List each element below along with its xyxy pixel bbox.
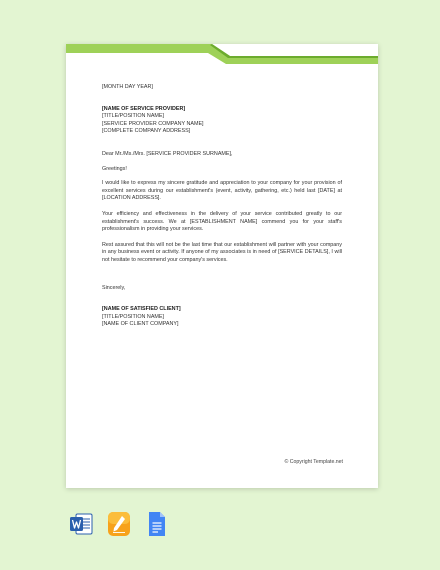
recipient-title: [TITLE/POSITION NAME] <box>102 113 165 120</box>
sender-title: [TITLE/POSITION NAME] <box>102 313 165 320</box>
salutation: Dear Mr./Ms./Mrs. [SERVICE PROVIDER SURNAME], <box>102 150 233 157</box>
word-icon[interactable] <box>69 511 93 537</box>
paragraph-3: Rest assured that this will not be the last time that our establishment will partner with your company in any business event or activity. If anyone of my associates is in need of [SERVICE DETAILS], I will not hesitate to recommend your company's services. <box>102 241 342 263</box>
header-band-dark <box>210 44 378 58</box>
letter-body <box>102 84 342 329</box>
app-icon-row <box>69 511 169 537</box>
sender-name: [NAME OF SATISFIED CLIENT] <box>102 306 181 313</box>
header-band-light <box>66 44 378 64</box>
paragraph-2: Your efficiency and effectiveness in the delivery of your service contributed greatly to our establishment's success. We at [ESTABLISHMENT NAME] commend you for your staff's professionalism in providing your services. <box>102 210 342 233</box>
date-line: [MONTH DAY YEAR] <box>102 84 153 90</box>
recipient-name: [NAME OF SERVICE PROVIDER] <box>102 105 186 112</box>
copyright-text: © Copyright Template.net <box>284 459 343 465</box>
letter-page <box>66 44 378 488</box>
sender-company: [NAME OF CLIENT COMPANY] <box>102 321 179 328</box>
recipient-address: [COMPLETE COMPANY ADDRESS] <box>102 128 191 135</box>
google-docs-icon[interactable] <box>145 511 169 537</box>
header-band <box>66 44 378 74</box>
closing: Sincerely, <box>102 284 126 291</box>
recipient-company: [SERVICE PROVIDER COMPANY NAME] <box>102 120 204 127</box>
greeting: Greetings! <box>102 165 127 172</box>
pages-icon[interactable] <box>107 511 131 537</box>
paragraph-1: I would like to express my sincere gratitude and appreciation to your company for your provision of excellent services during our establishment's (event, activity, gathering, etc.) held last [DATE] at [LOCATION ADDRESS]. <box>102 180 342 202</box>
